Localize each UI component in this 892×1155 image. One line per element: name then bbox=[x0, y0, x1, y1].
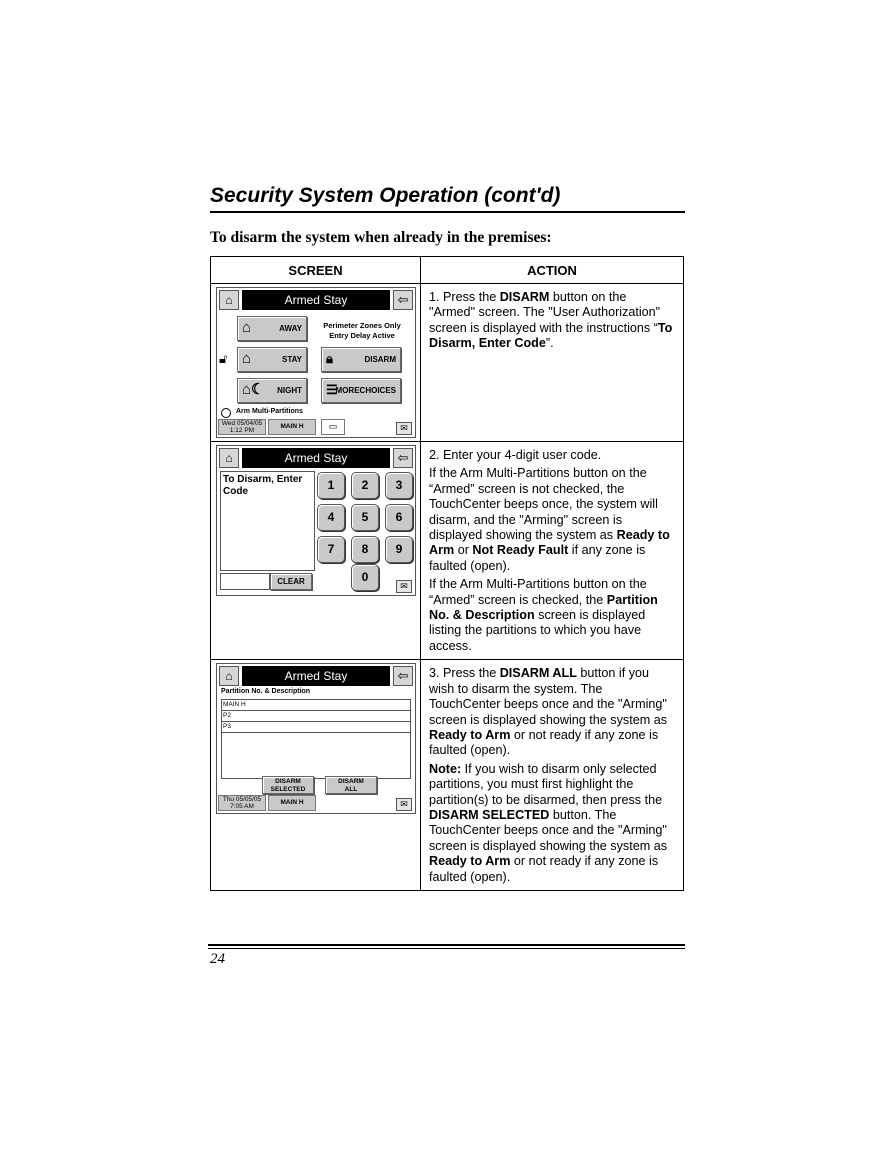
key-9[interactable]: 9 bbox=[385, 536, 413, 563]
main-house-button[interactable]: MAIN H bbox=[268, 419, 316, 435]
key-5[interactable]: 5 bbox=[351, 504, 379, 531]
envelope-icon[interactable]: ✉ bbox=[396, 422, 412, 435]
footer-rule-thin bbox=[208, 948, 685, 949]
screen-title: Armed Stay bbox=[242, 290, 390, 310]
partition-list bbox=[221, 699, 411, 779]
action-step-2: 2. Enter your 4-digit user code. bbox=[429, 448, 602, 462]
list-item[interactable]: P3 bbox=[222, 722, 410, 733]
instruction-table bbox=[210, 256, 684, 891]
screen-title-bar bbox=[217, 664, 415, 688]
away-button[interactable]: ⌂ AWAY bbox=[237, 316, 307, 341]
table-row bbox=[211, 660, 684, 891]
clear-button[interactable]: CLEAR bbox=[270, 573, 312, 590]
date-time-status: Thu 05/05/05 7:05 AM bbox=[218, 795, 266, 811]
screen-cell bbox=[211, 660, 421, 891]
user-code-screen bbox=[216, 445, 416, 596]
disarm-all-button[interactable]: DISARM ALL bbox=[325, 776, 377, 794]
night-button[interactable]: ⌂☾ NIGHT bbox=[237, 378, 307, 403]
list-add-icon: ☰ bbox=[326, 382, 338, 397]
house-person-icon: ⌂ bbox=[242, 319, 252, 336]
more-choices-button[interactable] bbox=[321, 378, 401, 403]
page-heading-text: Security System Operation (cont'd) bbox=[210, 184, 561, 207]
more-line2: CHOICES bbox=[359, 386, 396, 395]
stay-button[interactable]: ⌂ STAY bbox=[237, 347, 307, 372]
screen-cell bbox=[211, 284, 421, 442]
zone-info-line1: Perimeter Zones Only bbox=[323, 321, 401, 330]
action-cell bbox=[421, 660, 684, 891]
list-item[interactable]: MAIN H bbox=[222, 700, 410, 711]
screen-cell bbox=[211, 442, 421, 660]
key-1[interactable]: 1 bbox=[317, 472, 345, 499]
footer-rule bbox=[208, 944, 685, 946]
more-line1: MORE bbox=[335, 386, 360, 395]
padlock-icon: 🔒︎ bbox=[326, 351, 333, 366]
zone-info-line2: Entry Delay Active bbox=[329, 331, 395, 340]
back-arrow-icon[interactable]: ⇦ bbox=[393, 290, 413, 310]
date-time-status: Wed 05/04/05 1:12 PM bbox=[218, 419, 266, 435]
code-prompt-box: To Disarm, Enter Code bbox=[220, 471, 315, 571]
back-arrow-icon[interactable]: ⇦ bbox=[393, 666, 413, 686]
envelope-icon[interactable]: ✉ bbox=[396, 580, 412, 593]
action-step-2-checked: If the Arm Multi-Partitions button on the “Armed” screen is checked, the Partition No. & Description screen is displayed listing the partitions to which you have access. bbox=[429, 577, 658, 653]
key-6[interactable]: 6 bbox=[385, 504, 413, 531]
table-row bbox=[211, 284, 684, 442]
page-number: 24 bbox=[210, 951, 225, 967]
battery-icon[interactable]: ▭ bbox=[321, 419, 345, 435]
key-4[interactable]: 4 bbox=[317, 504, 345, 531]
action-step-3-note: Note: If you wish to disarm only selected partitions, you must first highlight the partition(s) to be disarmed, then press the DISARM SELECTED button. The TouchCenter beeps once and the "Arming" screen is displayed showing the system as Ready to Arm or not ready if any zone is faulted (open). bbox=[429, 761, 667, 884]
col-screen-header: SCREEN bbox=[211, 257, 421, 284]
page-heading bbox=[210, 183, 685, 213]
back-arrow-icon[interactable]: ⇦ bbox=[393, 448, 413, 468]
screen-title-bar bbox=[217, 446, 415, 470]
armed-screen bbox=[216, 287, 416, 438]
section-heading: To disarm the system when already in the premises: bbox=[210, 229, 552, 246]
main-house-button[interactable]: MAIN H bbox=[268, 795, 316, 811]
envelope-icon[interactable]: ✉ bbox=[396, 798, 412, 811]
partition-screen bbox=[216, 663, 416, 814]
key-8[interactable]: 8 bbox=[351, 536, 379, 563]
screen-title-bar bbox=[217, 288, 415, 312]
house-moon-icon: ⌂☾ bbox=[242, 381, 265, 398]
shield-house-icon[interactable]: ⌂ bbox=[219, 448, 239, 468]
action-cell bbox=[421, 442, 684, 660]
screen-title: Armed Stay bbox=[242, 448, 390, 468]
multi-partition-label: Arm Multi-Partitions bbox=[236, 408, 303, 415]
key-7[interactable]: 7 bbox=[317, 536, 345, 563]
action-step-1: 1. Press the DISARM button on the "Armed" screen. The "User Authorization" screen is displayed with the instructions “To Disarm, Enter Code”. bbox=[429, 290, 673, 351]
house-icon: ⌂ bbox=[242, 350, 252, 367]
key-0[interactable]: 0 bbox=[351, 564, 379, 591]
disarm-selected-button[interactable]: DISARM SELECTED bbox=[262, 776, 314, 794]
screen-title: Armed Stay bbox=[242, 666, 390, 686]
key-3[interactable]: 3 bbox=[385, 472, 413, 499]
table-row bbox=[211, 442, 684, 660]
partition-list-header: Partition No. & Description bbox=[221, 688, 311, 696]
padlock-open-icon: 🔓︎ bbox=[219, 351, 228, 366]
table-header-row bbox=[211, 257, 684, 284]
action-step-2-unchecked: If the Arm Multi-Partitions button on the “Armed” screen is not checked, the TouchCenter beeps once, the system will disarm, and the "Arming" screen is displayed showing the system as Ready to Arm or Not Ready Fault if any zone is faulted (open). bbox=[429, 466, 670, 573]
shield-house-icon[interactable]: ⌂ bbox=[219, 290, 239, 310]
action-step-3: 3. Press the DISARM ALL button if you wish to disarm the system. The TouchCenter beeps once and the "Arming" screen is displayed showing the system as Ready to Arm or not ready if any zone is faulted (open). bbox=[429, 666, 667, 758]
shield-house-icon[interactable]: ⌂ bbox=[219, 666, 239, 686]
key-2[interactable]: 2 bbox=[351, 472, 379, 499]
multi-partition-checkbox[interactable] bbox=[221, 408, 231, 418]
code-entry-field[interactable] bbox=[220, 573, 270, 590]
disarm-button[interactable]: 🔒︎ DISARM bbox=[321, 347, 401, 372]
list-item[interactable]: P2 bbox=[222, 711, 410, 722]
action-cell bbox=[421, 284, 684, 442]
col-action-header: ACTION bbox=[421, 257, 684, 284]
